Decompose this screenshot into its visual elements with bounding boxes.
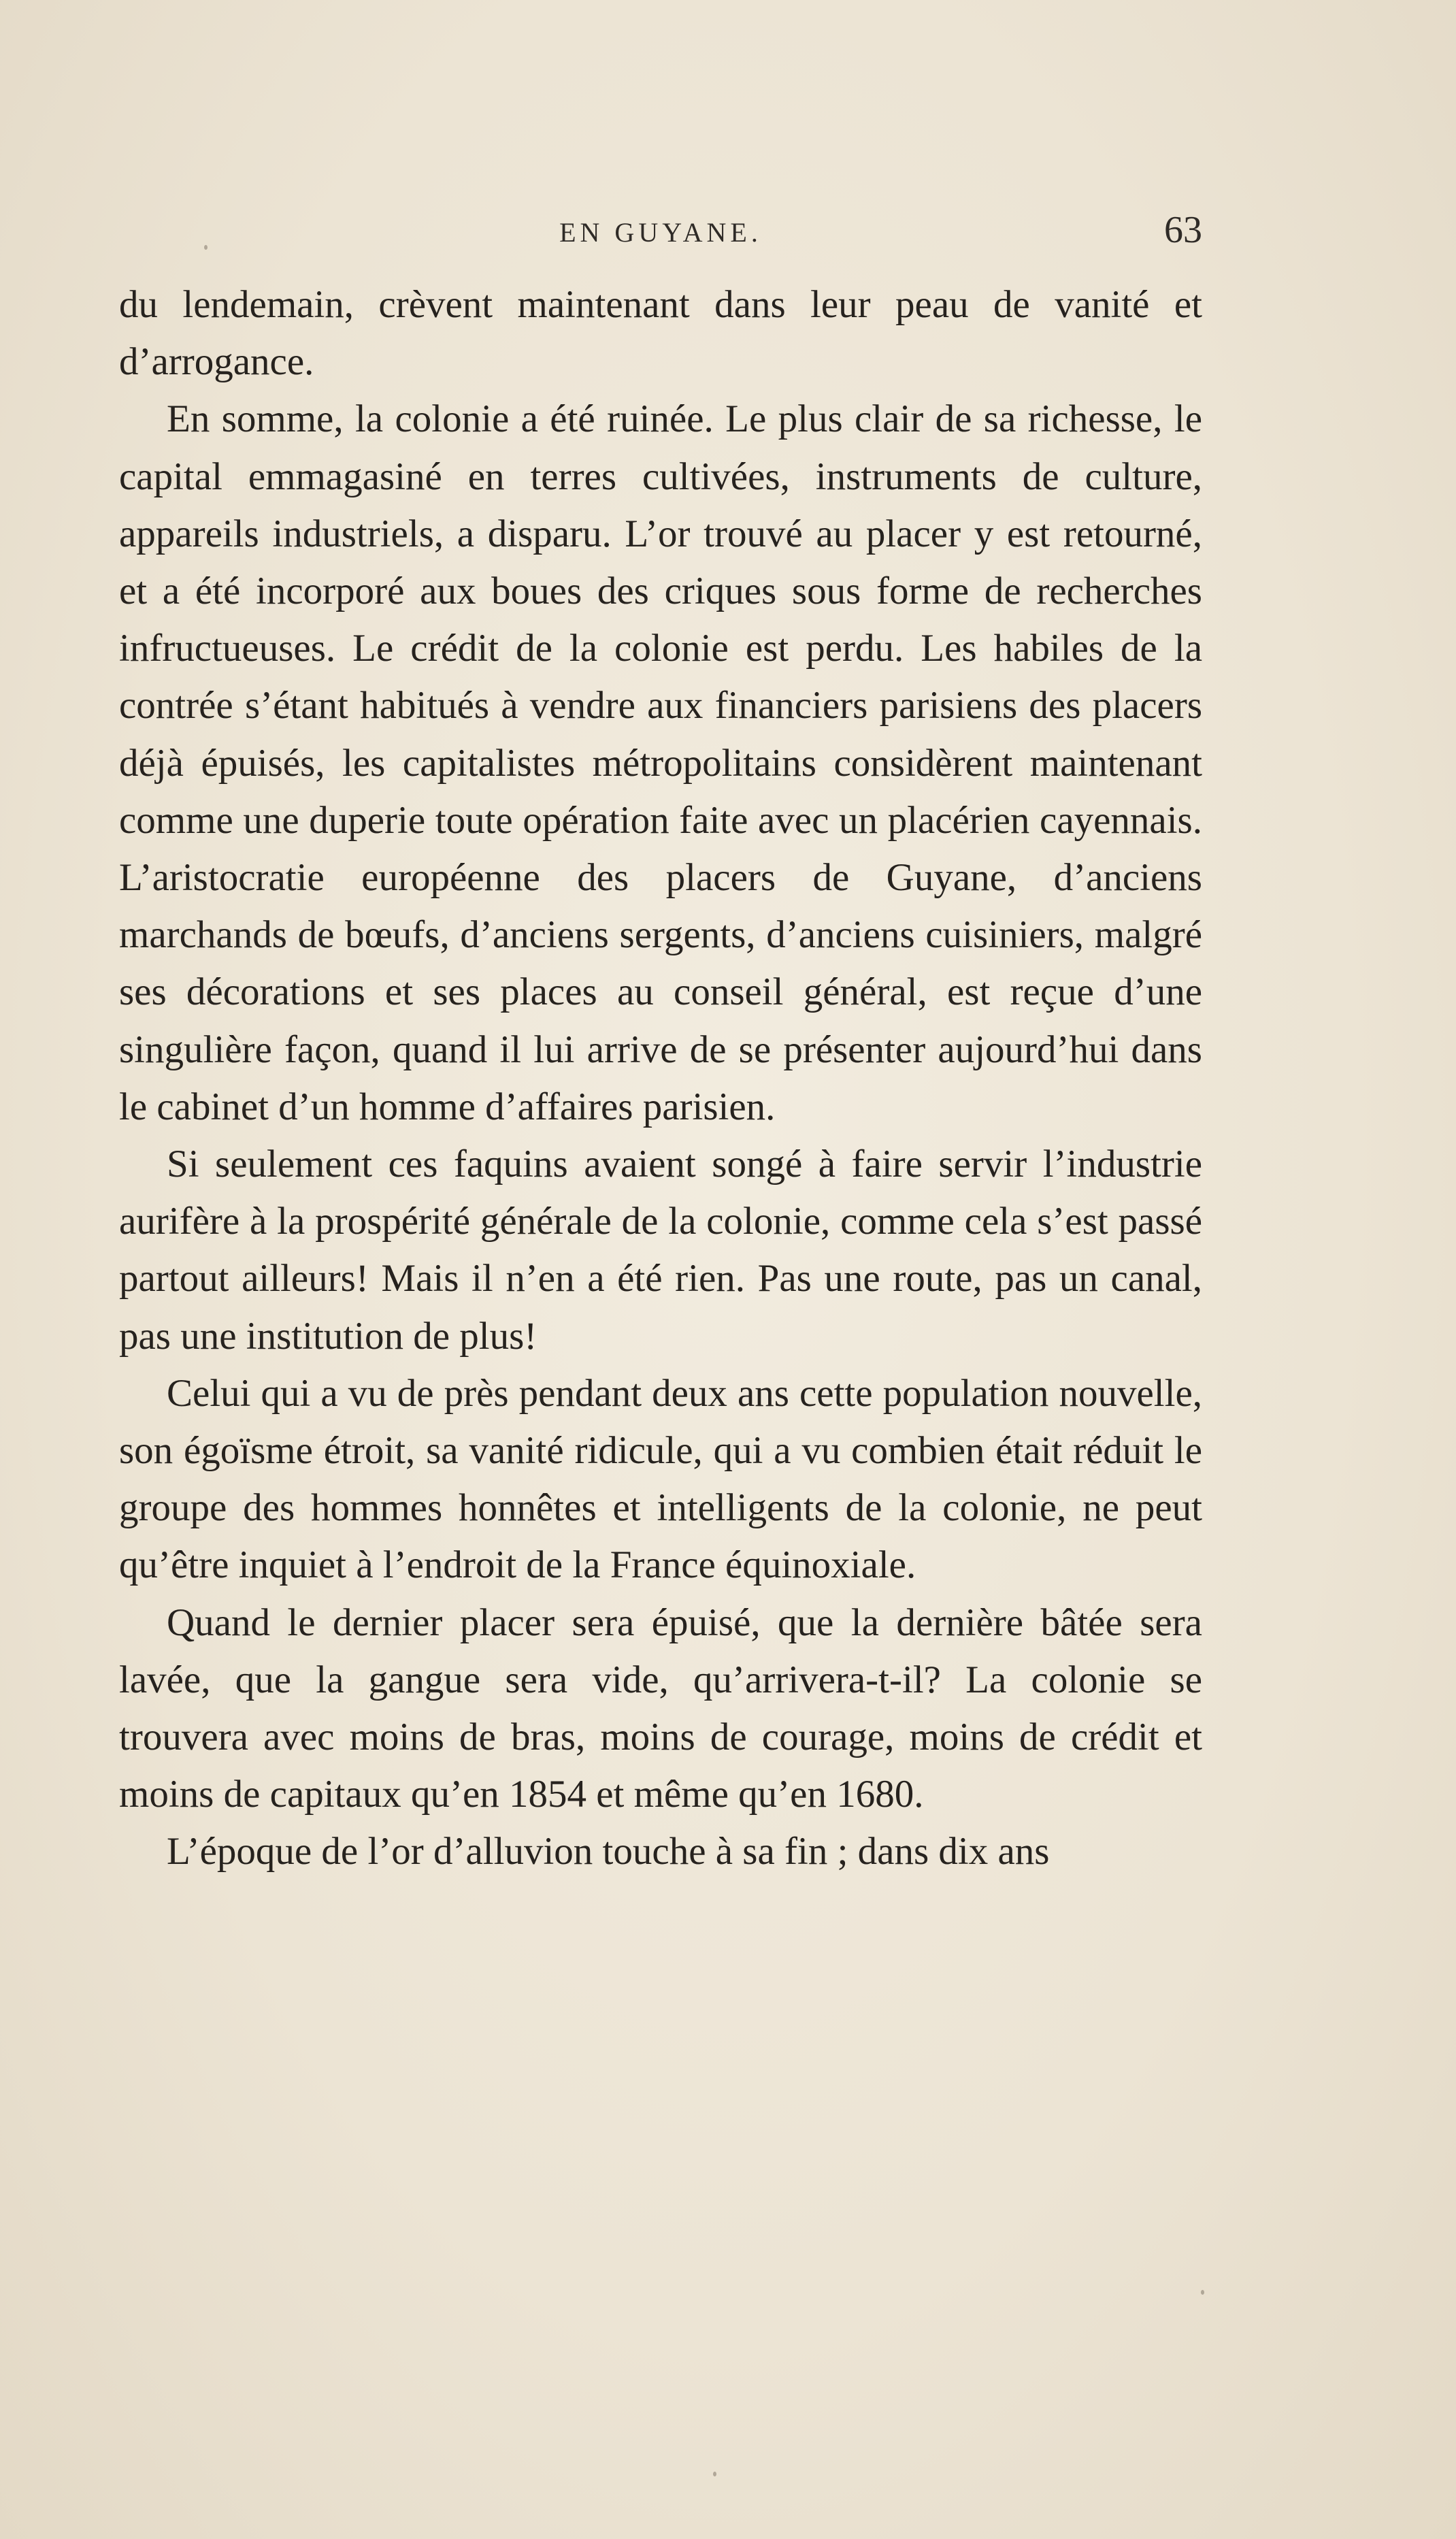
running-title: EN GUYANE. (559, 217, 762, 248)
paragraph: Si seulement ces faquins avaient songé à faire servir l’industrie aurifère à la prospérité générale de la colonie, comme cela s’est passé partout ailleurs! Mais il n’en a été rien. Pas une route, pas un canal, pas une institution de plus! (119, 1143, 1202, 1358)
paper-speck (204, 245, 208, 250)
body-text (119, 276, 1202, 1881)
paragraph: En somme, la colonie a été ruinée. Le plus clair de sa richesse, le capital emmagasiné en terres cultivées, instruments de culture, appareils industriels, a disparu. L’or trouvé au placer y est retourné, et a été incorporé aux boues des criques sous forme de recherches infructueuses. Le crédit de la colonie est perdu. Les habiles de la contrée s’étant habitués à vendre aux financiers parisiens des placers déjà épuisés, les capitalistes métropolitains considèrent maintenant comme une duperie toute opération faite avec un placérien cayennais. L’aristocratie européenne des placers de Guyane, d’anciens marchands de bœufs, d’anciens sergents, d’anciens cuisiniers, malgré ses décorations et ses places au conseil général, est reçue d’une singulière façon, quand il lui arrive de se présenter aujourd’hui dans le cabinet d’un homme d’affaires parisien. (119, 397, 1202, 1128)
page-header (119, 204, 1202, 259)
paragraph: Celui qui a vu de près pendant deux ans cette population nouvelle, son égoïsme étroit, sa vanité ridicule, qui a vu combien était réduit le groupe des hommes honnêtes et intelligents de la colonie, ne peut qu’être inquiet à l’endroit de la France équinoxiale. (119, 1371, 1202, 1587)
paper-speck (713, 2472, 716, 2476)
paragraph-continues: L’époque de l’or d’alluvion touche à sa fin ; dans dix ans (167, 1830, 1050, 1873)
paper-speck (1201, 2290, 1204, 2295)
page-number: 63 (1164, 209, 1202, 251)
paragraph-continuation: du lendemain, crèvent maintenant dans leur peau de vanité et d’arrogance. (119, 283, 1202, 384)
paragraph: Quand le dernier placer sera épuisé, que la dernière bâtée sera lavée, que la gangue sera vide, qu’arrivera-t-il? La colonie se trouvera avec moins de bras, moins de courage, moins de crédit et moins de capitaux qu’en 1854 et même qu’en 1680. (119, 1601, 1202, 1816)
